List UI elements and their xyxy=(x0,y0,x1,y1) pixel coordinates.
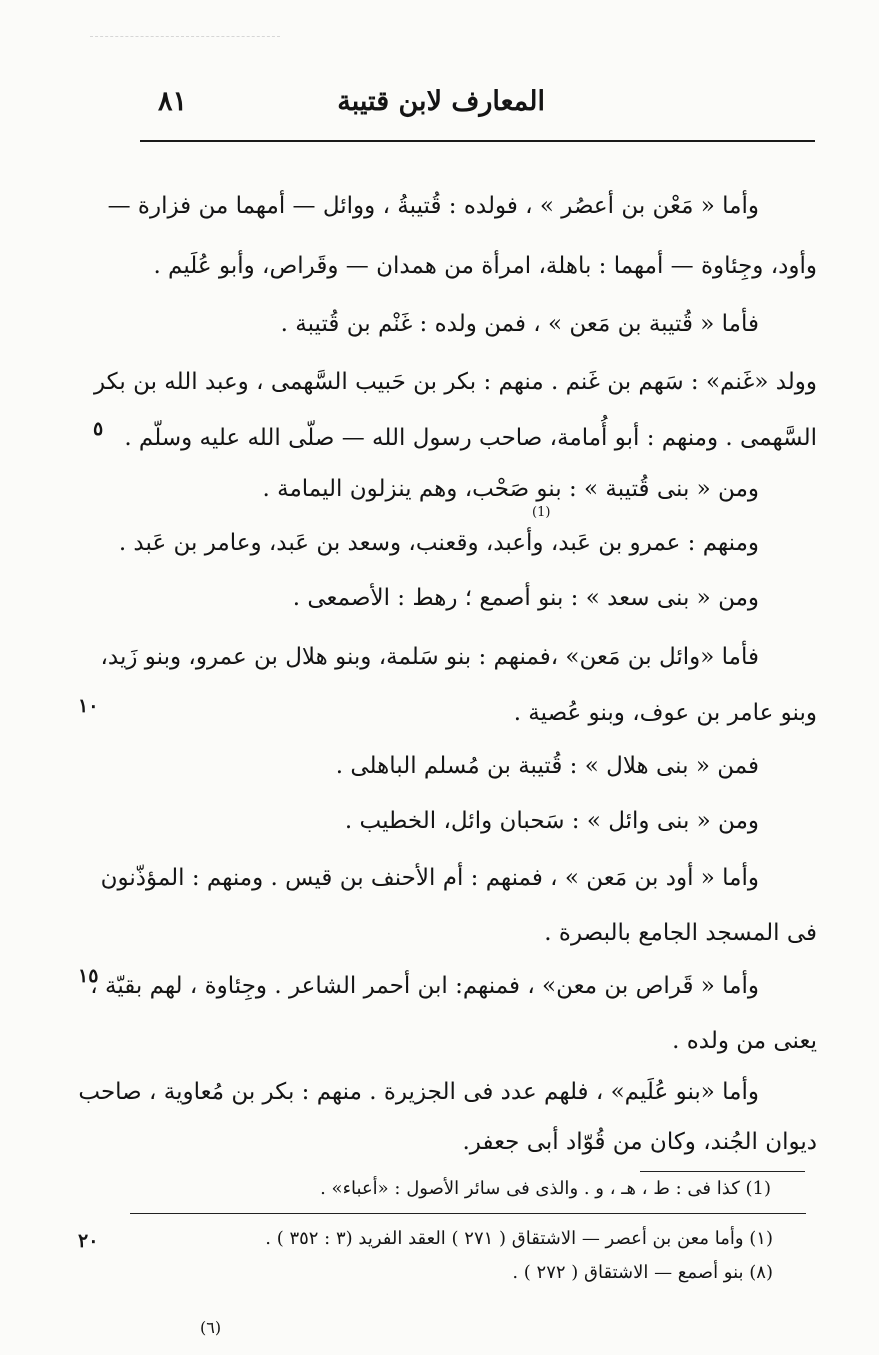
source-note: (٨) بنو أصمع — الاشتقاق ( ٢٧٢ ) . xyxy=(512,1262,773,1283)
line-number-margin: ١٥ xyxy=(78,965,99,987)
text-line: فى المسجد الجامع بالبصرة . xyxy=(544,920,817,946)
header-rule xyxy=(140,140,815,142)
text-line: فأما « قُتيبة بن مَعن » ، فمن ولده : غَنْم بن قُتيبة . xyxy=(280,311,759,337)
signature-mark: (٦) xyxy=(200,1318,222,1337)
text-line: ديوان الجُند، وكان من قُوّاد أبى جعفر. xyxy=(462,1129,817,1155)
text-line: وأما « مَعْن بن أعصُر » ، فولده : قُتيبةُ ، ووائل — أمهما من فزارة — xyxy=(107,193,759,219)
text-line: ومن « بنى وائل » : سَحبان وائل، الخطيب . xyxy=(344,808,759,834)
text-line: وأود، وجِئاوة — أمهما : باهلة، امرأة من همدان — وقَراص، وأبو عُلَيم . xyxy=(153,253,817,279)
text-line: وأما « أود بن مَعن » ، فمنهم : أم الأحنف بن قيس . ومنهم : المؤذّنون xyxy=(100,865,759,891)
text-line: السَّهمى . ومنهم : أبو أُمامة، صاحب رسول الله — صلّى الله عليه وسلّم . xyxy=(124,425,817,451)
scan-mark xyxy=(90,36,280,37)
running-title: المعارف لابن قتيبة xyxy=(337,86,545,117)
footnote-marker: (1) xyxy=(532,505,551,520)
line-number-margin: ٢٠ xyxy=(78,1230,99,1252)
source-note: (١) وأما معن بن أعصر — الاشتقاق ( ٢٧١ ) العقد الفريد (٣ : ٣٥٢ ) . xyxy=(265,1228,773,1249)
text-line: وأما « قَراص بن معن» ، فمنهم: ابن أحمر الشاعر . وجِئاوة ، لهم بقيّة ، xyxy=(90,973,759,999)
text-line: وبنو عامر بن عوف، وبنو عُصية . xyxy=(513,700,817,726)
text-line: ومنهم : عمرو بن عَبد، وأعبد، وقعنب، وسعد بن عَبد، وعامر بن عَبد . xyxy=(118,530,759,556)
text-line: فأما «وائل بن مَعن» ،فمنهم : بنو سَلمة، وبنو هلال بن عمرو، وبنو زَيد، xyxy=(100,644,759,670)
editor-footnote: (1) كذا فى : ط ، هـ ، و . والذى فى سائر الأصول : «أعباء» . xyxy=(320,1178,771,1199)
line-number-margin: ٥ xyxy=(93,418,104,440)
line-number-margin: ١٠ xyxy=(78,695,99,717)
text-line: وولد «غَنم» : سَهم بن غَنم . منهم : بكر بن حَبيب السَّهمى ، وعبد الله بن بكر xyxy=(93,369,817,395)
text-line: ومن « بنى قُتيبة » : بنو صَحْب، وهم ينزلون اليمامة . xyxy=(262,476,759,502)
notes-rule xyxy=(130,1213,806,1214)
text-line: ومن « بنى سعد » : بنو أصمع ؛ رهط : الأصمعى . xyxy=(292,585,759,611)
page-header xyxy=(140,86,815,130)
text-line: فمن « بنى هلال » : قُتيبة بن مُسلم الباهلى . xyxy=(335,753,759,779)
text-line: وأما «بنو عُلَيم» ، فلهم عدد فى الجزيرة . منهم : بكر بن مُعاوية ، صاحب xyxy=(78,1079,759,1105)
text-line: يعنى من ولده . xyxy=(672,1028,817,1054)
page-number: ٨١ xyxy=(158,86,188,117)
footnote-rule xyxy=(640,1171,805,1172)
